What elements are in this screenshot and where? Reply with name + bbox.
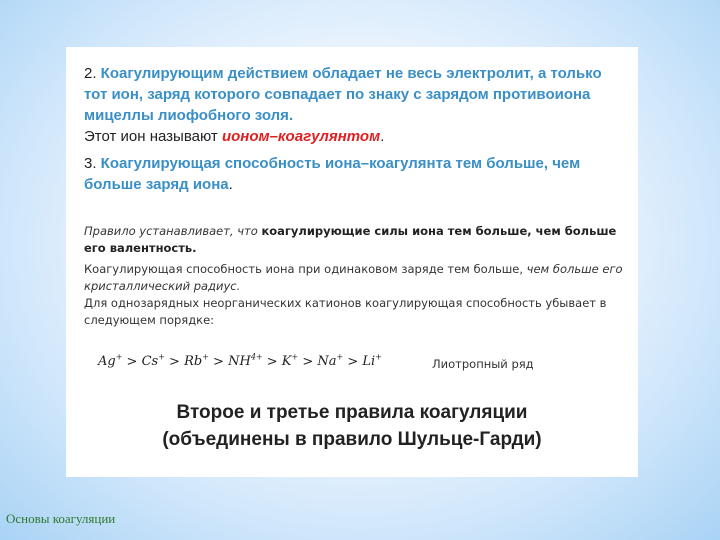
rule-2 xyxy=(84,63,624,147)
rule-2-called: Этот ион называют xyxy=(84,128,222,145)
caption-line-2: (объединены в правило Шульце-Гарди) xyxy=(162,429,542,450)
note-2-text: Коагулирующая способность иона при одинаковом заряде тем больше, xyxy=(84,262,527,276)
rule-2-number: 2. xyxy=(84,65,97,82)
rule-3-number: 3. xyxy=(84,155,97,172)
series-separator: > xyxy=(208,354,229,370)
series-separator: > xyxy=(262,354,282,370)
rule-3-text: Коагулирующая способность иона–коагулянта тем больше, чем больше заряд иона xyxy=(84,155,581,193)
note-paragraph-1 xyxy=(84,223,624,256)
ion-rb: Rb+ xyxy=(184,353,209,370)
ion-li: Li+ xyxy=(362,353,382,370)
coagulant-ion-term: ионом–коагулянтом xyxy=(221,128,381,145)
rule-2-text: Коагулирующим действием обладает не весь электролит, а только тот ион, заряд которого совпадает по знаку с зарядом противоиона мицеллы лиофобного золя. xyxy=(84,65,602,124)
series-separator: > xyxy=(343,354,363,370)
rule-2-called-end: . xyxy=(380,128,385,145)
caption-line-1: Второе и третье правила коагуляции xyxy=(176,402,528,423)
rule-3-end: . xyxy=(228,176,233,193)
note-2-italic: чем больше его кристаллический радиус. xyxy=(84,262,623,293)
rule-3 xyxy=(84,153,624,195)
slide-caption xyxy=(66,399,638,453)
note-paragraph-3: Для однозарядных неорганических катионов коагулирующая способность убывает в следующем порядке: xyxy=(84,296,607,327)
slide-card xyxy=(66,47,638,477)
note-1-intro: Правило устанавливает, что xyxy=(84,224,262,238)
ion-ag: Ag+ xyxy=(98,353,123,370)
note-1-bold: коагулирующие силы иона тем больше, чем больше его валентность. xyxy=(84,224,617,255)
footer-title: Основы коагуляции xyxy=(6,511,116,526)
lyotropic-series-label: Лиотропный ряд xyxy=(432,357,534,371)
series-separator: > xyxy=(298,354,318,370)
note-paragraph-2 xyxy=(84,261,624,294)
series-separator: > xyxy=(164,354,185,370)
lyotropic-series-formula xyxy=(98,353,382,369)
ion-cs: Cs+ xyxy=(141,353,165,370)
ion-k: K+ xyxy=(281,353,299,370)
series-separator: > xyxy=(122,354,142,370)
ion-nh: $NH^{4+}$ xyxy=(228,353,263,370)
ion-na: Na+ xyxy=(317,353,344,370)
